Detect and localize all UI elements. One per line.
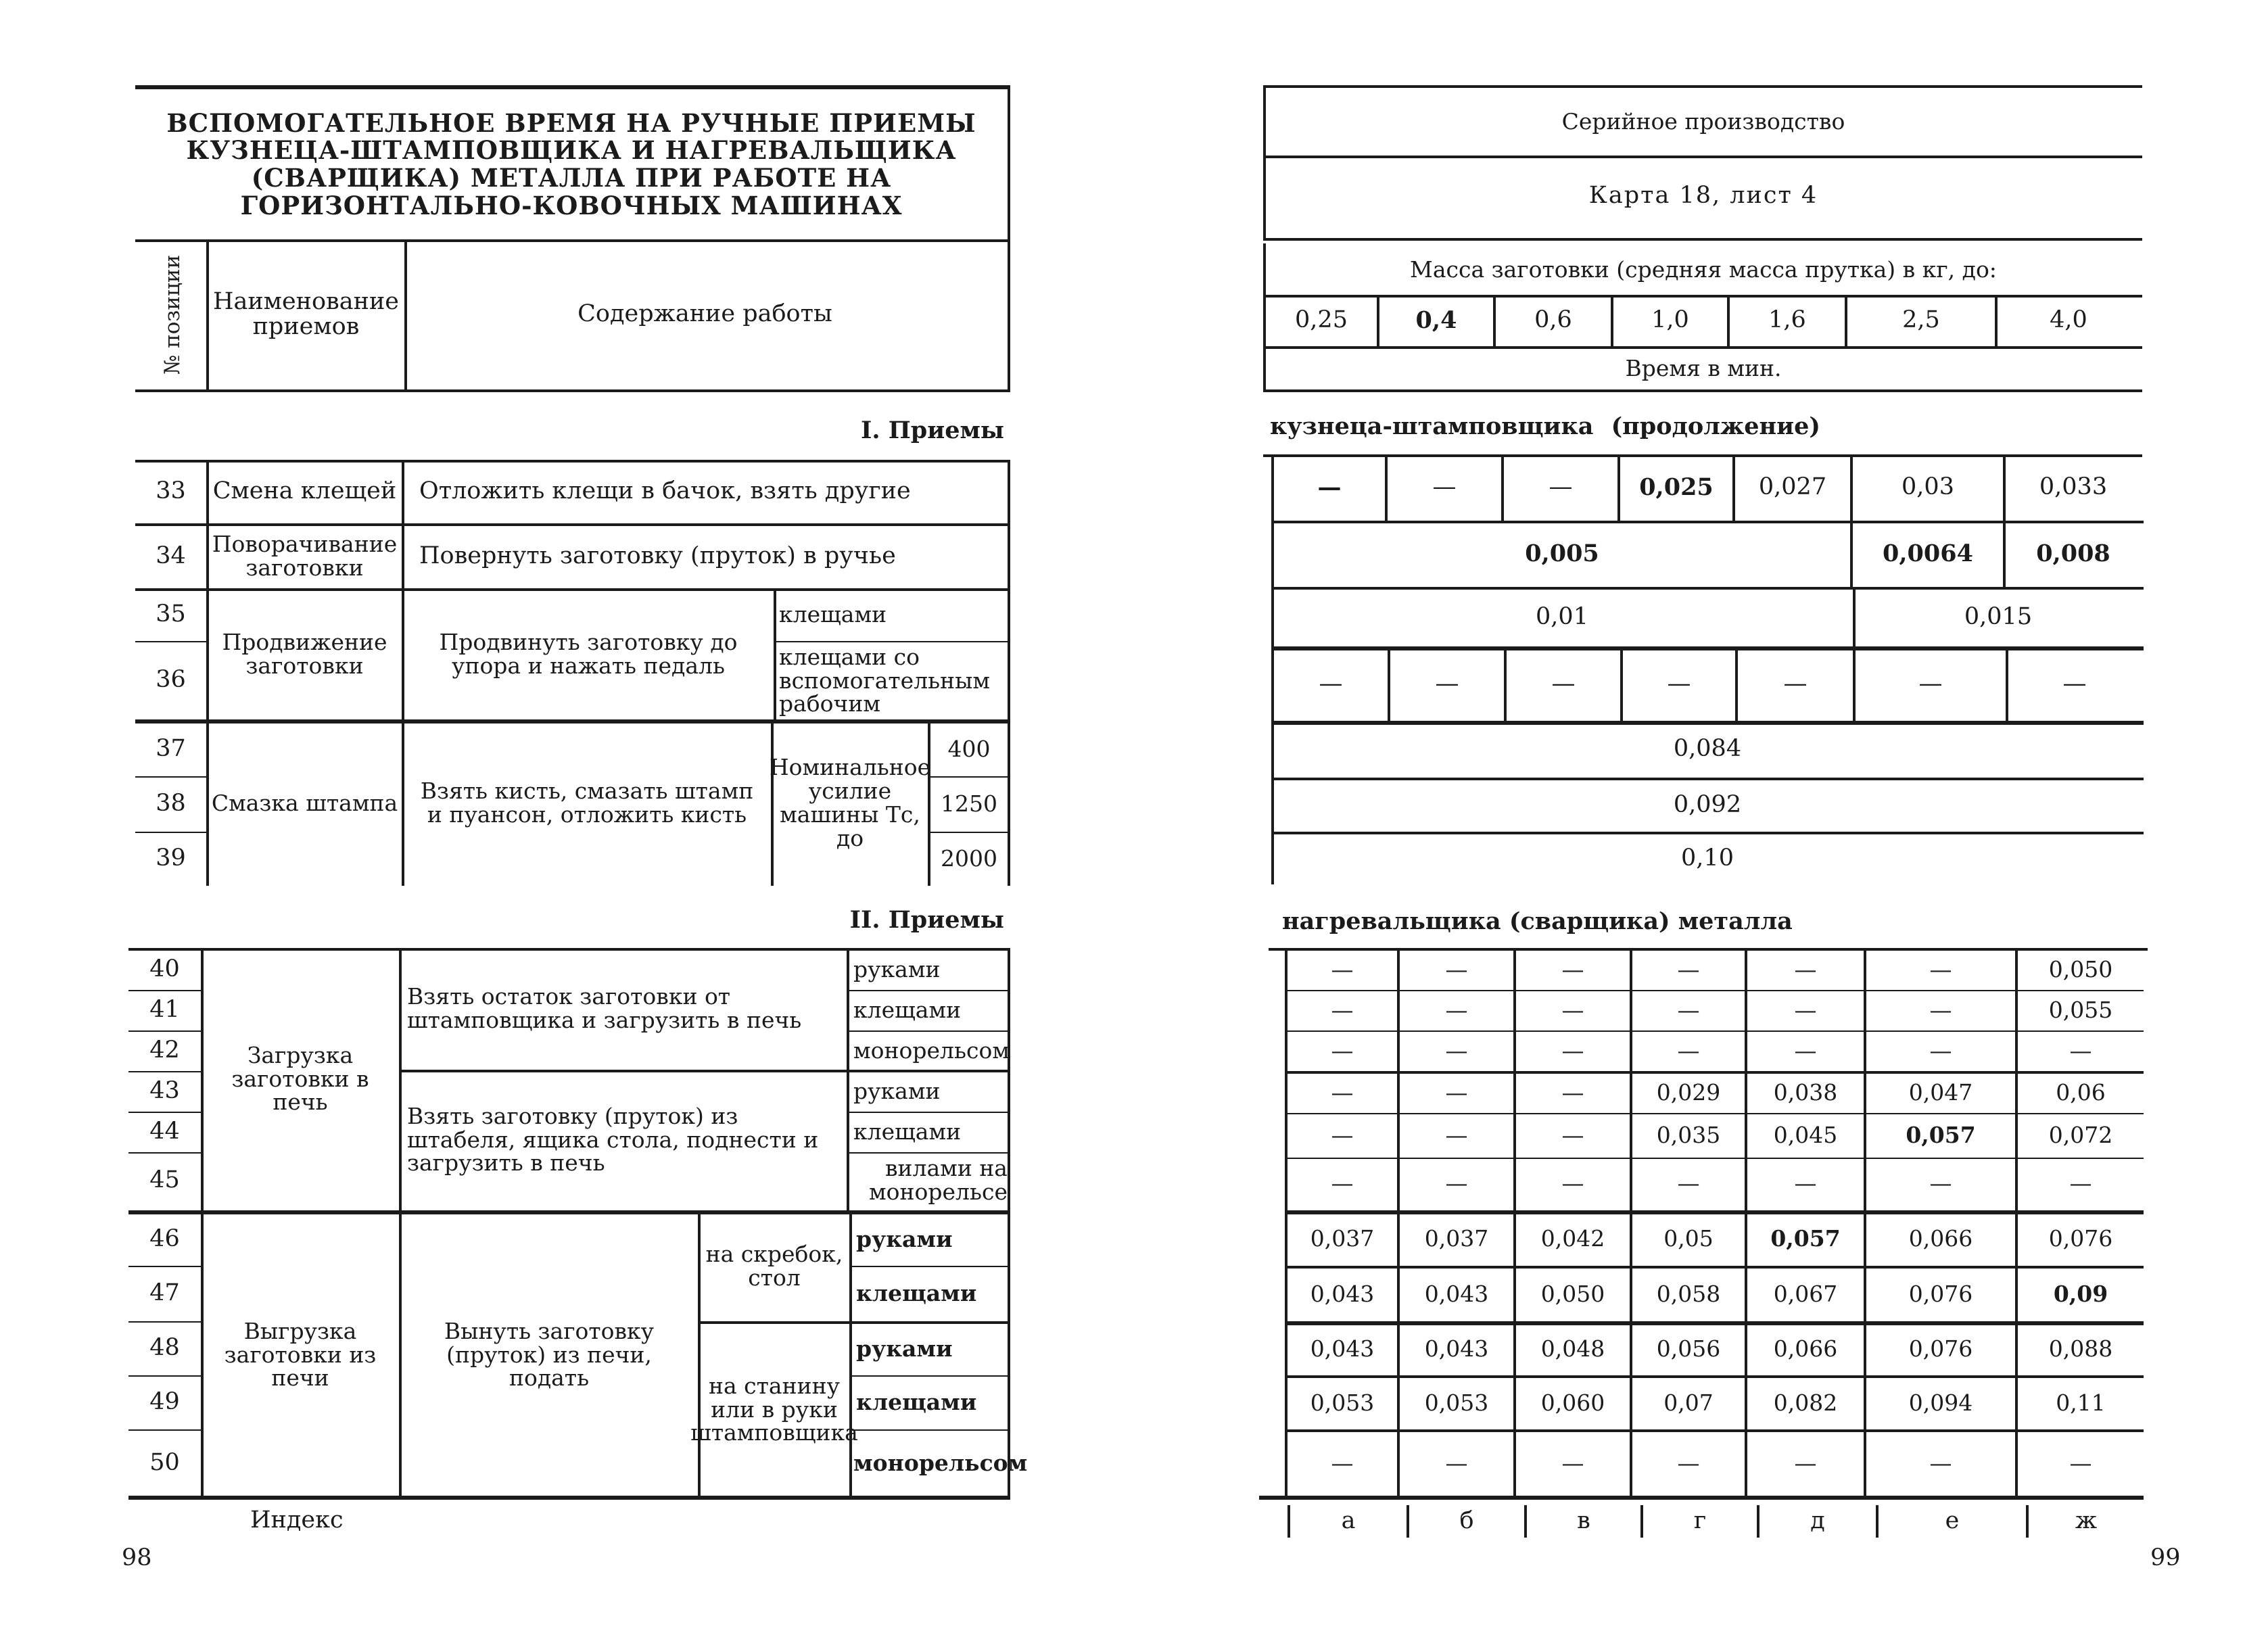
row-37-39-name: Смазка штампа: [211, 789, 398, 816]
row-33-content: Отложить клещи в бачок, взять другие: [419, 477, 911, 505]
v42-5: —: [1929, 1037, 1952, 1064]
row-41-num: 41: [149, 996, 180, 1024]
v47-4: 0,067: [1773, 1280, 1838, 1307]
v42-0: —: [1331, 1037, 1354, 1064]
mass-0: 0,25: [1295, 306, 1348, 334]
v40-4: —: [1794, 955, 1817, 982]
index-d: д: [1810, 1507, 1825, 1535]
mass-6: 4,0: [2050, 306, 2087, 334]
v49-2: 0,060: [1540, 1389, 1605, 1416]
v36-3: —: [1667, 670, 1691, 698]
row-35-num: 35: [156, 600, 186, 628]
mass-4: 1,6: [1768, 306, 1806, 334]
row-35-tool: клещами: [779, 600, 887, 627]
v45-5: —: [1929, 1169, 1952, 1196]
v40-2: —: [1561, 955, 1584, 982]
v48-2: 0,048: [1540, 1335, 1605, 1362]
v38: 0,092: [1673, 791, 1742, 819]
index-v: в: [1577, 1507, 1590, 1535]
v33-3: 0,025: [1639, 473, 1714, 502]
v46-6: 0,076: [2048, 1225, 2113, 1252]
v46-2: 0,042: [1540, 1225, 1605, 1252]
row-45-num: 45: [149, 1166, 180, 1194]
row-40-num: 40: [149, 955, 180, 983]
v42-2: —: [1561, 1037, 1584, 1064]
row-44-tool: клещами: [853, 1118, 962, 1145]
v42-6: —: [2069, 1037, 2092, 1064]
row-46-50-name: Выгрузка заготовки из печи: [224, 1317, 377, 1392]
v33-2: —: [1549, 473, 1573, 501]
row-40-42-content: Взять остаток заготовки от штамповщика и загрузить в печь: [407, 983, 802, 1033]
v37: 0,084: [1673, 735, 1742, 763]
row-37-value: 400: [947, 735, 991, 762]
header-pos-container: [142, 243, 204, 385]
v41-3: —: [1677, 996, 1700, 1023]
header-content: Содержание работы: [577, 300, 832, 328]
row-40-45-name: Загрузка заготовки в печь: [231, 1041, 369, 1116]
v47-0: 0,043: [1310, 1280, 1375, 1307]
row-43-num: 43: [149, 1077, 180, 1105]
v33-5: 0,03: [1901, 473, 1954, 501]
v43-1: —: [1445, 1078, 1468, 1106]
index-zh: ж: [2075, 1507, 2098, 1535]
v49-3: 0,07: [1663, 1389, 1714, 1416]
v47-2: 0,050: [1540, 1280, 1605, 1307]
row-38-num: 38: [156, 790, 186, 817]
v46-4: 0,057: [1770, 1225, 1841, 1252]
v43-5: 0,047: [1908, 1078, 1973, 1106]
v41-6: 0,055: [2048, 996, 2113, 1023]
v50-1: —: [1445, 1449, 1468, 1476]
row-50-num: 50: [149, 1449, 180, 1477]
v50-5: —: [1929, 1449, 1952, 1476]
row-46-50-content: Вынуть заготовку (пруток) из печи, подать: [444, 1317, 655, 1392]
index-b: б: [1459, 1507, 1474, 1535]
row-47-tool: клещами: [856, 1279, 977, 1306]
v43-2: —: [1561, 1078, 1584, 1106]
index-e: е: [1945, 1507, 1960, 1535]
v42-3: —: [1677, 1037, 1700, 1064]
row-49-tool: клещами: [856, 1388, 977, 1415]
v48-0: 0,043: [1310, 1335, 1375, 1362]
row-37-39-content: Взять кисть, смазать штамп и пуансон, отложить кисть: [420, 778, 754, 828]
header-name: Наименование приемов: [213, 287, 399, 340]
v47-6: 0,09: [2053, 1280, 2108, 1307]
row-47-num: 47: [149, 1279, 180, 1307]
mass-label: Масса заготовки (средняя масса прутка) в кг, до:: [1410, 256, 1997, 283]
v47-5: 0,076: [1908, 1280, 1973, 1307]
row-33-num: 33: [156, 477, 186, 505]
v46-5: 0,066: [1908, 1225, 1973, 1252]
v34-c: 0,008: [2036, 540, 2110, 568]
row-42-tool: монорельсом: [853, 1037, 1010, 1064]
v46-0: 0,037: [1310, 1225, 1375, 1252]
mass-5: 2,5: [1902, 306, 1940, 334]
header-serial-production: Серийное производство: [1561, 108, 1845, 135]
v40-0: —: [1331, 955, 1354, 982]
v44-0: —: [1331, 1121, 1354, 1148]
v41-5: —: [1929, 996, 1952, 1023]
v41-4: —: [1794, 996, 1817, 1023]
row-48-50-dest: на станину или в руки штамповщика: [690, 1372, 858, 1446]
page-number-left: 98: [122, 1544, 152, 1572]
index-g: г: [1693, 1507, 1707, 1535]
v44-5: 0,057: [1906, 1121, 1976, 1148]
v40-1: —: [1445, 955, 1468, 982]
v36-0: —: [1319, 670, 1343, 698]
v50-0: —: [1331, 1449, 1354, 1476]
v46-1: 0,037: [1424, 1225, 1489, 1252]
v48-3: 0,056: [1656, 1335, 1721, 1362]
v44-4: 0,045: [1773, 1121, 1838, 1148]
v48-5: 0,076: [1908, 1335, 1973, 1362]
row-33-name: Смена клещей: [212, 477, 397, 505]
v50-2: —: [1561, 1449, 1584, 1476]
v33-4: 0,027: [1758, 473, 1827, 501]
row-34-num: 34: [156, 542, 186, 570]
row-43-45-content: Взять заготовку (пруток) из штабеля, ящика стола, поднести и загрузить в печь: [407, 1102, 819, 1177]
row-35-36-name: Продвижение заготовки: [222, 629, 387, 679]
v48-1: 0,043: [1424, 1335, 1489, 1362]
v45-0: —: [1331, 1169, 1354, 1196]
subheader-heater: нагревальщика (сварщика) металла: [1282, 907, 1793, 936]
row-45-tool: вилами на монорельсе: [869, 1155, 1008, 1205]
v48-6: 0,088: [2048, 1335, 2113, 1362]
v44-6: 0,072: [2048, 1121, 2113, 1148]
v50-6: —: [2069, 1449, 2092, 1476]
index-a: а: [1341, 1507, 1356, 1535]
v46-3: 0,05: [1663, 1225, 1714, 1252]
v33-6: 0,033: [2039, 473, 2108, 501]
header-card-sheet: Карта 18, лист 4: [1588, 182, 1818, 210]
row-43-tool: руками: [853, 1077, 941, 1104]
row-36-num: 36: [156, 666, 186, 694]
v36-5: —: [1918, 670, 1943, 698]
v40-6: 0,050: [2048, 955, 2113, 982]
section-1-label: I. Приемы: [861, 417, 1004, 445]
v45-2: —: [1561, 1169, 1584, 1196]
v41-0: —: [1331, 996, 1354, 1023]
row-46-tool: руками: [856, 1225, 953, 1252]
v45-6: —: [2069, 1169, 2092, 1196]
section-2-label: II. Приемы: [849, 906, 1004, 934]
v50-4: —: [1794, 1449, 1817, 1476]
time-label: Время в мин.: [1625, 354, 1782, 381]
v49-5: 0,094: [1908, 1389, 1973, 1416]
row-44-num: 44: [149, 1118, 180, 1145]
v36-1: —: [1435, 670, 1459, 698]
row-46-num: 46: [149, 1225, 180, 1253]
row-39-num: 39: [156, 845, 186, 872]
footer-index: Индекс: [250, 1506, 344, 1534]
row-38-value: 1250: [941, 790, 997, 817]
row-37-num: 37: [156, 735, 186, 763]
row-46-47-dest: на скребок, стол: [705, 1241, 843, 1291]
row-35-36-content: Продвинуть заготовку до упора и нажать педаль: [439, 629, 738, 679]
row-39-value: 2000: [941, 845, 997, 872]
row-48-num: 48: [149, 1334, 180, 1362]
row-49-num: 49: [149, 1388, 180, 1416]
v49-4: 0,082: [1773, 1389, 1838, 1416]
v40-3: —: [1677, 955, 1700, 982]
row-41-tool: клещами: [853, 996, 962, 1023]
v42-1: —: [1445, 1037, 1468, 1064]
v44-3: 0,035: [1656, 1121, 1721, 1148]
mass-2: 0,6: [1534, 306, 1572, 334]
row-36-tool: клещами со вспомогательным рабочим: [779, 643, 991, 717]
v35-b: 0,015: [1964, 603, 2033, 631]
row-37-39-param: Номинальное усилие машины Тс, до: [769, 754, 931, 851]
row-50-tool: монорельсом: [853, 1449, 1028, 1476]
v50-3: —: [1677, 1449, 1700, 1476]
v33-0: —: [1317, 473, 1342, 502]
v43-6: 0,06: [2056, 1078, 2106, 1106]
v41-2: —: [1561, 996, 1584, 1023]
v43-0: —: [1331, 1078, 1354, 1106]
v47-3: 0,058: [1656, 1280, 1721, 1307]
v43-3: 0,029: [1656, 1078, 1721, 1106]
v49-0: 0,053: [1310, 1389, 1375, 1416]
v45-1: —: [1445, 1169, 1468, 1196]
v43-4: 0,038: [1773, 1078, 1838, 1106]
v35-a: 0,01: [1536, 603, 1588, 631]
v45-3: —: [1677, 1169, 1700, 1196]
row-48-tool: руками: [856, 1335, 953, 1362]
v36-2: —: [1551, 670, 1576, 698]
v33-1: —: [1432, 473, 1457, 501]
v49-1: 0,053: [1424, 1389, 1489, 1416]
v42-4: —: [1794, 1037, 1817, 1064]
row-40-tool: руками: [853, 955, 941, 982]
v44-1: —: [1445, 1121, 1468, 1148]
v41-1: —: [1445, 996, 1468, 1023]
v44-2: —: [1561, 1121, 1584, 1148]
page-number-right: 99: [2150, 1544, 2181, 1572]
v47-1: 0,043: [1424, 1280, 1489, 1307]
header-pos: № позиции: [160, 254, 185, 375]
v36-6: —: [2062, 670, 2087, 698]
mass-1: 0,4: [1415, 306, 1457, 335]
v40-5: —: [1929, 955, 1952, 982]
v48-4: 0,066: [1773, 1335, 1838, 1362]
v39: 0,10: [1681, 845, 1734, 872]
subheader-forger: кузнеца-штамповщика (продолжение): [1270, 412, 1820, 441]
v45-4: —: [1794, 1169, 1817, 1196]
table-title: ВСПОМОГАТЕЛЬНОЕ ВРЕМЯ НА РУЧНЫЕ ПРИЕМЫ КУЗНЕЦА-ШТАМПОВЩИКА И НАГРЕВАЛЬЩИКА (СВАРЩИКА) МЕТАЛЛА ПРИ РАБОТЕ НА ГОРИЗОНТАЛЬНО-КОВОЧНЫХ МАШИНАХ: [166, 108, 976, 220]
row-42-num: 42: [149, 1037, 180, 1064]
v49-6: 0,11: [2056, 1389, 2106, 1416]
v36-4: —: [1783, 670, 1808, 698]
mass-3: 1,0: [1651, 306, 1689, 334]
row-34-content: Повернуть заготовку (пруток) в ручье: [419, 542, 896, 570]
v34-a: 0,005: [1525, 540, 1599, 568]
row-34-name: Поворачивание заготовки: [212, 531, 398, 581]
v34-b: 0,0064: [1883, 540, 1973, 568]
